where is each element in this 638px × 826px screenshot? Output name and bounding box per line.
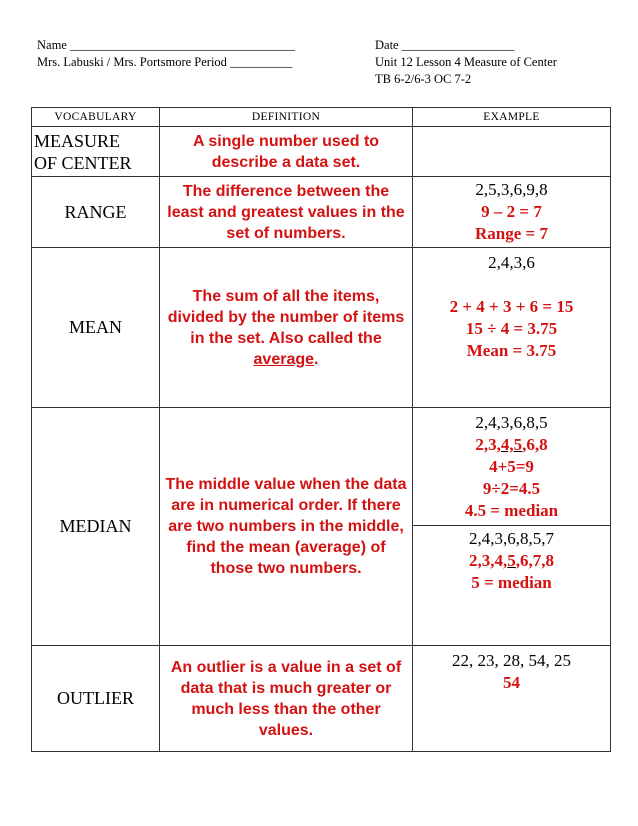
example-mean: [413, 248, 611, 408]
mean-def-end: .: [314, 350, 319, 368]
row-range: [32, 177, 611, 248]
range-result: Range = 7: [475, 224, 548, 243]
definition-range: The difference between the least and greatest values in the set of numbers.: [160, 177, 413, 248]
definition-outlier: An outlier is a value in a set of data that is much greater or much less than the other values.: [160, 646, 413, 752]
vocab-mean: MEAN: [32, 248, 160, 408]
median1-sorted-b: ,6,8: [522, 435, 548, 454]
median1-div: 9÷2=4.5: [482, 479, 541, 498]
vocabulary-table: [31, 107, 611, 752]
row-median: [32, 408, 611, 646]
example-outlier: [413, 646, 611, 752]
definition-median: The middle value when the data are in numerical order. If there are two numbers in the middle, find the mean (average) of those two numbers.: [160, 408, 413, 646]
median1-sorted-middle: 4,5: [500, 435, 523, 454]
median1-data: 2,4,3,6,8,5: [475, 413, 548, 432]
mean-div: 15 ÷ 4 = 3.75: [465, 319, 558, 338]
definition-measure-of-center: A single number used to describe a data set.: [160, 127, 413, 177]
table-header-row: [32, 108, 611, 127]
median2-data: 2,4,3,6,8,5,7: [469, 529, 554, 548]
mean-spacer: [413, 274, 610, 296]
row-mean: [32, 248, 611, 408]
range-data: 2,5,3,6,9,8: [475, 180, 548, 199]
mean-def-average: average: [253, 350, 315, 368]
median1-sorted-a: 2,3,: [475, 435, 501, 454]
median2-sorted-b: ,6,7,8: [515, 551, 554, 570]
mean-data: 2,4,3,6: [488, 253, 535, 272]
vocab-median: MEDIAN: [32, 408, 160, 646]
date-line: Date __________________: [375, 38, 515, 52]
vocab-line-2: OF CENTER: [34, 152, 132, 173]
outlier-result: 54: [503, 673, 520, 692]
mean-def-text: The sum of all the items, divided by the number of items in the set. Also called the: [167, 287, 405, 347]
col-header-example: EXAMPLE: [413, 108, 611, 127]
header-right: [375, 37, 557, 88]
row-outlier: [32, 646, 611, 752]
median1-sum: 4+5=9: [489, 457, 534, 476]
vocab-measure-of-center: [32, 127, 160, 177]
col-header-definition: DEFINITION: [160, 108, 413, 127]
median2-sorted-a: 2,3,4,: [469, 551, 508, 570]
median1-result: 4.5 = median: [464, 501, 559, 520]
definition-mean: [160, 248, 413, 408]
header-left: [37, 37, 295, 71]
median2-result: 5 = median: [471, 573, 552, 592]
example-measure-of-center: [413, 127, 611, 177]
vocab-outlier: OUTLIER: [32, 646, 160, 752]
median2-sorted: [413, 550, 610, 572]
vocab-line-1: MEASURE: [34, 130, 121, 151]
example-median: [413, 408, 611, 646]
outlier-data: 22, 23, 28, 54, 25: [452, 651, 571, 670]
col-header-vocabulary: VOCABULARY: [32, 108, 160, 127]
vocab-range: RANGE: [32, 177, 160, 248]
example-range: [413, 177, 611, 248]
row-measure-of-center: [32, 127, 611, 177]
name-line: Name ____________________________________: [37, 38, 295, 52]
median2-sorted-middle: 5: [507, 551, 516, 570]
teacher-period-line: Mrs. Labuski / Mrs. Portsmore Period __________: [37, 55, 293, 69]
unit-lesson-line: Unit 12 Lesson 4 Measure of Center: [375, 55, 557, 69]
median1-sorted: [413, 434, 610, 456]
range-calc: 9 – 2 = 7: [481, 202, 542, 221]
median-example-2: [413, 526, 610, 594]
tb-line: TB 6-2/6-3 OC 7-2: [375, 72, 472, 86]
mean-sum: 2 + 4 + 3 + 6 = 15: [449, 297, 574, 316]
median-example-1: [413, 408, 610, 526]
mean-result: Mean = 3.75: [466, 341, 557, 360]
